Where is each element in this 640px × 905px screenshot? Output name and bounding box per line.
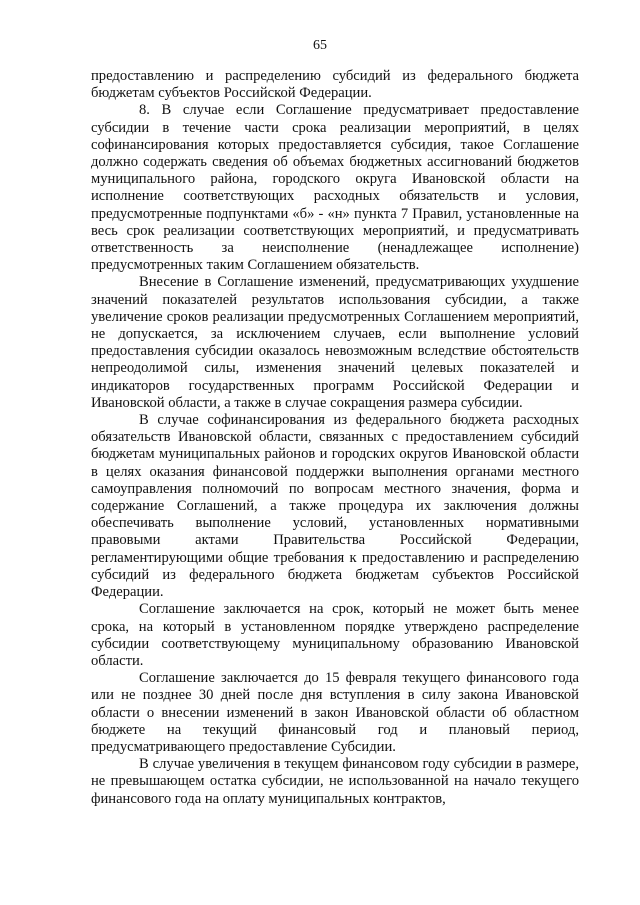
paragraph-agreement-deadline: Соглашение заключается до 15 февраля текущего финансового года или не позднее 30 дней после дня вступления в силу закона Ивановской области о внесении изменений в закон Ивановской области об областном бюджете на текущий финансовый год и плановый период, предусматривающего предоставление Субсидии. [91,670,579,755]
paragraph-continuation: предоставлению и распределению субсидий из федерального бюджета бюджетам субъектов Российской Федерации. [91,68,579,102]
paragraph-subsidy-increase: В случае увеличения в текущем финансовом году субсидии в размере, не превышающем остатка субсидии, не использованной на начало текущего финансового года на оплату муниципальных контрактов, [91,756,579,807]
document-body [91,68,579,808]
page-number: 65 [313,38,327,53]
paragraph-federal-cofinancing: В случае софинансирования из федерального бюджета расходных обязательств Ивановской области, связанных с предоставлением субсидий бюджетам муниципальных районов и городских округов Ивановской области в целях оказания финансовой поддержки выполнения органами местного самоуправления полномочий по вопросам местного значения, форма и содержание Соглашений, а также процедура их заключения должны обеспечивать выполнение условий, установленных нормативными правовыми актами Правительства Российской Федерации, регламентирующими общие требования к предоставлению и распределению субсидий из федерального бюджета бюджетам субъектов Российской Федерации. [91,412,579,601]
paragraph-clause-8: 8. В случае если Соглашение предусматривает предоставление субсидии в течение части срока реализации мероприятий, в целях софинансирования которых предоставляется субсидия, такое Соглашение должно содержать сведения об объемах бюджетных ассигнований бюджетов муниципального района, городского округа Ивановской области на исполнение соответствующих расходных обязательств и условия, предусмотренные подпунктами «б» - «н» пункта 7 Правил, установленные на весь срок реализации соответствующих мероприятий, и предусматривать ответственность за неисполнение (ненадлежащее исполнение) предусмотренных таким Соглашением обязательств. [91,102,579,274]
paragraph-agreement-term: Соглашение заключается на срок, который не может быть менее срока, на который в установленном порядке утверждено распределение субсидии соответствующему муниципальному образованию Ивановской области. [91,601,579,669]
paragraph-amendments: Внесение в Соглашение изменений, предусматривающих ухудшение значений показателей результатов использования субсидии, а также увеличение сроков реализации предусмотренных Соглашением мероприятий, не допускается, за исключением случаев, если выполнение условий предоставления субсидии оказалось невозможным вследствие обстоятельств непреодолимой силы, изменения значений целевых показателей и индикаторов государственных программ Российской Федерации и Ивановской области, а также в случае сокращения размера субсидии. [91,274,579,411]
